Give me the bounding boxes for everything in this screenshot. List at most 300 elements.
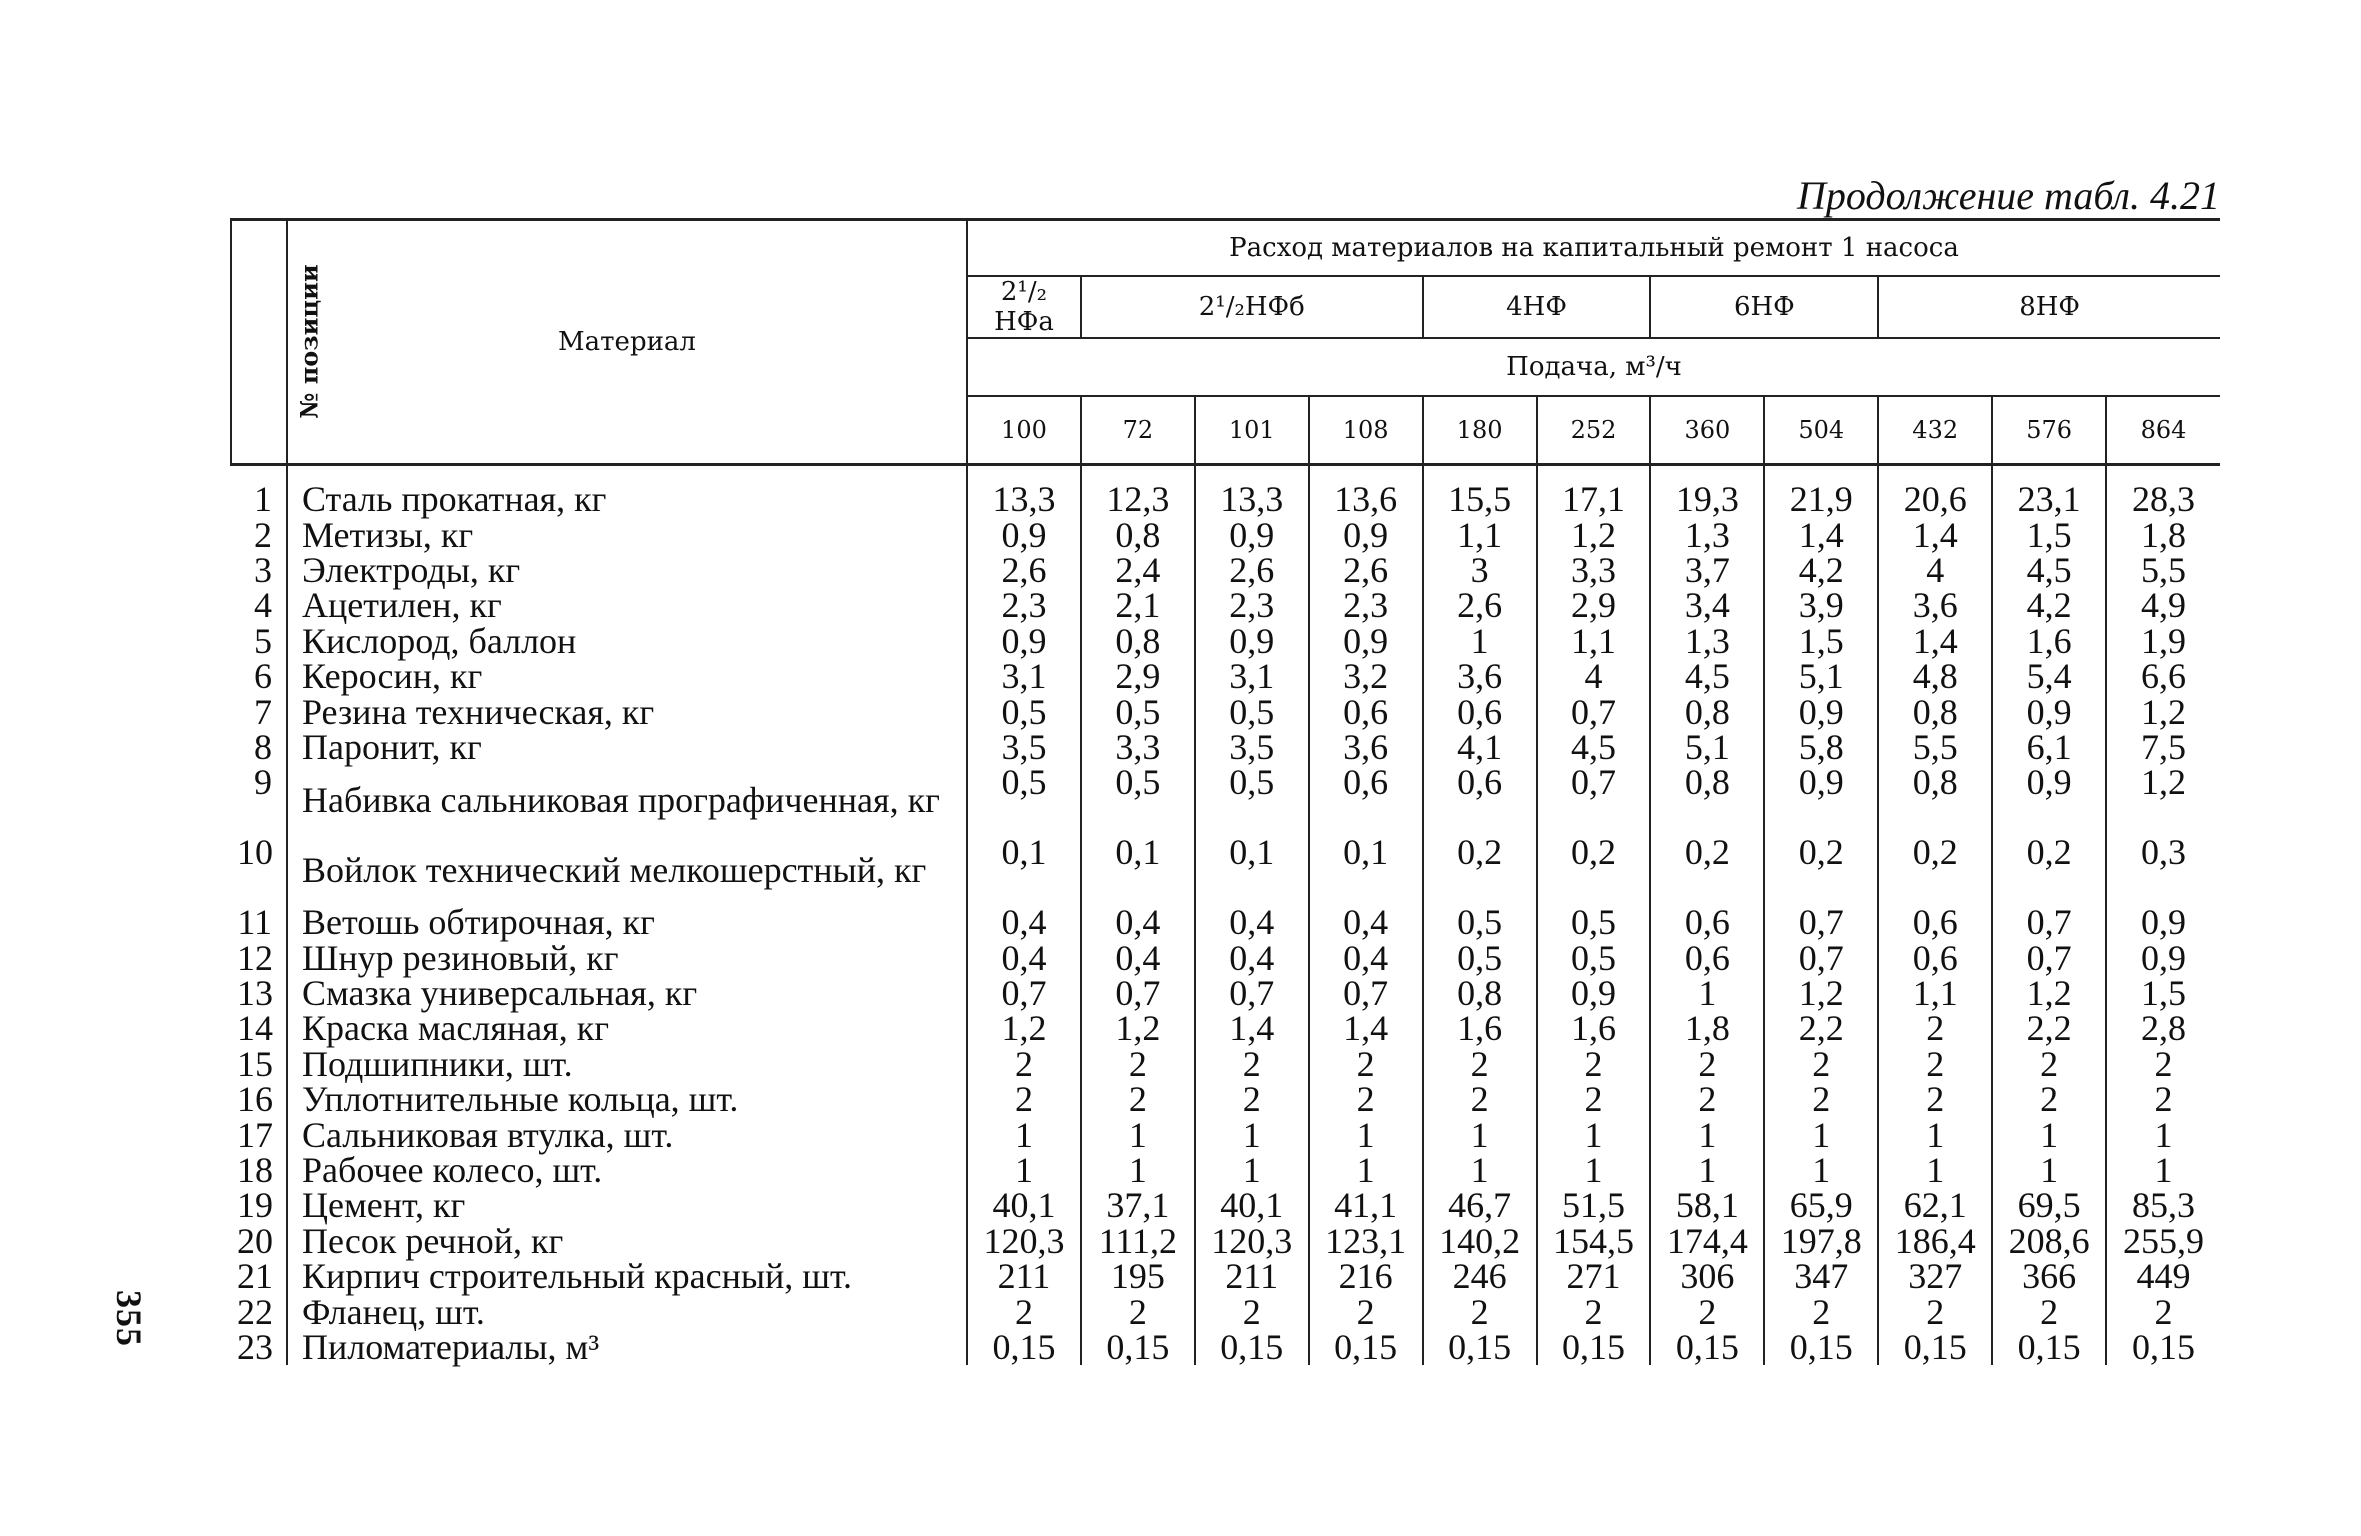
row-material <box>287 973 967 1014</box>
pump-model-header: 6НФ <box>1650 276 1878 338</box>
row-value: 4,5 <box>1992 553 2106 588</box>
row-value: 140,2 <box>1423 1224 1537 1259</box>
row-value: 3,3 <box>1537 553 1651 588</box>
row-position: 9 <box>231 765 287 835</box>
material-name: Войлок технический мелкошерстный, кг <box>302 849 927 890</box>
feed-value-header: 504 <box>1764 396 1878 465</box>
row-value: 1 <box>1081 1117 1195 1152</box>
row-value: 2 <box>1537 1294 1651 1329</box>
row-value: 0,9 <box>1992 765 2106 835</box>
row-value: 0,2 <box>1992 835 2106 905</box>
row-value: 1 <box>1650 1117 1764 1152</box>
row-value: 2,6 <box>967 553 1081 588</box>
row-value: 0,15 <box>1878 1330 1992 1365</box>
row-position: 1 <box>231 465 287 518</box>
table-body <box>231 465 2220 1366</box>
row-value: 0,7 <box>1537 694 1651 729</box>
row-value: 120,3 <box>967 1224 1081 1259</box>
row-value: 4,5 <box>1650 659 1764 694</box>
row-value: 1 <box>1195 1153 1309 1188</box>
row-value: 0,9 <box>1992 694 2106 729</box>
feed-value-header: 576 <box>1992 396 2106 465</box>
row-value: 0,9 <box>1537 976 1651 1011</box>
table-row <box>231 835 2220 905</box>
row-value: 174,4 <box>1650 1224 1764 1259</box>
table-row <box>231 517 2220 552</box>
row-value: 0,7 <box>1764 905 1878 940</box>
row-value: 2 <box>1764 1294 1878 1329</box>
row-value: 62,1 <box>1878 1188 1992 1223</box>
row-value: 0,2 <box>1423 835 1537 905</box>
row-position: 21 <box>231 1259 287 1294</box>
material-name: Цемент, кг <box>302 1185 466 1226</box>
row-value: 111,2 <box>1081 1224 1195 1259</box>
table-row <box>231 694 2220 729</box>
row-value: 0,8 <box>1423 976 1537 1011</box>
row-material <box>287 902 967 943</box>
row-value: 1,4 <box>1195 1011 1309 1046</box>
row-value: 0,7 <box>1537 765 1651 835</box>
row-value: 2 <box>1764 1082 1878 1117</box>
row-value: 5,1 <box>1764 659 1878 694</box>
row-value: 271 <box>1537 1259 1651 1294</box>
row-value: 20,6 <box>1878 465 1992 518</box>
table-row <box>231 1047 2220 1082</box>
row-value: 0,2 <box>1537 835 1651 905</box>
table-row <box>231 1117 2220 1152</box>
row-value: 1,2 <box>1081 1011 1195 1046</box>
row-value: 0,15 <box>1992 1330 2106 1365</box>
row-value: 0,5 <box>1537 905 1651 940</box>
material-name: Метизы, кг <box>302 514 474 555</box>
row-value: 46,7 <box>1423 1188 1537 1223</box>
feed-value-header: 72 <box>1081 396 1195 465</box>
row-material <box>287 465 967 518</box>
row-value: 2,2 <box>1992 1011 2106 1046</box>
row-value: 2,6 <box>1423 588 1537 623</box>
material-name: Кирпич строительный красный, шт. <box>302 1256 853 1297</box>
row-value: 37,1 <box>1081 1188 1195 1223</box>
row-position: 11 <box>231 905 287 940</box>
row-value: 2,1 <box>1081 588 1195 623</box>
row-value: 2 <box>1423 1294 1537 1329</box>
row-value: 123,1 <box>1309 1224 1423 1259</box>
row-value: 195 <box>1081 1259 1195 1294</box>
row-value: 3,3 <box>1081 730 1195 765</box>
row-value: 2 <box>1878 1082 1992 1117</box>
row-value: 0,4 <box>1309 905 1423 940</box>
row-value: 0,5 <box>1423 905 1537 940</box>
material-name: Ветошь обтирочная, кг <box>302 902 655 943</box>
material-name: Сталь прокатная, кг <box>302 479 607 520</box>
row-value: 1 <box>1878 1117 1992 1152</box>
material-name: Пиломатериалы, м³ <box>302 1327 600 1367</box>
table-row <box>231 659 2220 694</box>
row-value: 4,5 <box>1537 730 1651 765</box>
row-value: 21,9 <box>1764 465 1878 518</box>
row-value: 2 <box>1537 1082 1651 1117</box>
row-position: 8 <box>231 730 287 765</box>
feed-value-header: 252 <box>1537 396 1651 465</box>
row-value: 2 <box>1650 1294 1764 1329</box>
row-value: 1,1 <box>1423 517 1537 552</box>
row-value: 0,5 <box>1195 765 1309 835</box>
row-position: 3 <box>231 553 287 588</box>
row-position: 18 <box>231 1153 287 1188</box>
row-material <box>287 514 967 555</box>
material-name: Резина техническая, кг <box>302 691 655 732</box>
row-position: 2 <box>231 517 287 552</box>
material-name: Шнур резиновый, кг <box>302 937 619 978</box>
row-value: 4,9 <box>2141 585 2187 626</box>
row-position: 15 <box>231 1047 287 1082</box>
row-position: 17 <box>231 1117 287 1152</box>
row-value: 0,9 <box>1309 624 1423 659</box>
pump-model-header: 8НФ <box>1878 276 2220 338</box>
table-row <box>231 1188 2220 1223</box>
row-value: 65,9 <box>1764 1188 1878 1223</box>
row-material <box>287 585 967 626</box>
feed-value-header: 360 <box>1650 396 1764 465</box>
row-value: 2 <box>1992 1047 2106 1082</box>
row-value: 0,2 <box>1764 835 1878 905</box>
row-value: 1,8 <box>1650 1011 1764 1046</box>
row-value: 13,6 <box>1309 465 1423 518</box>
feed-value-header: 864 <box>2140 416 2187 444</box>
row-value: 1 <box>1992 1117 2106 1152</box>
row-value: 0,6 <box>1423 765 1537 835</box>
row-value: 3,5 <box>1195 730 1309 765</box>
row-value: 2 <box>1650 1047 1764 1082</box>
row-position: 12 <box>231 941 287 976</box>
row-value: 0,7 <box>1195 976 1309 1011</box>
row-material <box>287 765 967 835</box>
row-material <box>287 1150 967 1191</box>
feed-value-header: 108 <box>1309 396 1423 465</box>
row-value: 1,6 <box>1537 1011 1651 1046</box>
row-value: 0,7 <box>1309 976 1423 1011</box>
row-value: 0,4 <box>1081 941 1195 976</box>
row-value: 23,1 <box>1992 465 2106 518</box>
row-value: 0,6 <box>1423 694 1537 729</box>
row-value: 1,2 <box>1992 976 2106 1011</box>
row-value: 4 <box>1878 553 1992 588</box>
row-value: 211 <box>1195 1259 1309 1294</box>
row-value: 0,5 <box>1081 694 1195 729</box>
feed-value-header: 100 <box>967 396 1081 465</box>
table-row <box>231 976 2220 1011</box>
row-value: 1,2 <box>1537 517 1651 552</box>
row-value: 0,15 <box>1195 1330 1309 1365</box>
row-value: 1,4 <box>1764 517 1878 552</box>
row-value: 449 <box>2136 1256 2191 1297</box>
row-value: 0,5 <box>1081 765 1195 835</box>
row-value: 2 <box>1195 1294 1309 1329</box>
row-value: 85,3 <box>2132 1185 2196 1226</box>
feed-value-header: 180 <box>1423 396 1537 465</box>
row-value: 0,7 <box>1081 976 1195 1011</box>
row-value: 327 <box>1878 1259 1992 1294</box>
row-material <box>287 549 967 590</box>
row-value: 3,1 <box>967 659 1081 694</box>
row-value: 19,3 <box>1650 465 1764 518</box>
pump-model-header: 2¹/₂НФб <box>1081 276 1423 338</box>
row-value: 0,1 <box>1081 835 1195 905</box>
row-value: 255,9 <box>2123 1220 2205 1261</box>
row-value: 1,3 <box>1650 624 1764 659</box>
row-value: 0,4 <box>967 905 1081 940</box>
row-value: 1,3 <box>1650 517 1764 552</box>
row-value: 0,9 <box>1195 624 1309 659</box>
row-value: 1 <box>2154 1150 2173 1191</box>
row-value: 1 <box>1537 1117 1651 1152</box>
row-value: 0,4 <box>1195 905 1309 940</box>
material-name: Подшипники, шт. <box>302 1043 573 1084</box>
row-value: 0,6 <box>1878 941 1992 976</box>
consumption-title: Расход материалов на капитальный ремонт 1 насоса <box>967 220 2220 277</box>
row-value: 2 <box>1992 1082 2106 1117</box>
row-value: 0,5 <box>1423 941 1537 976</box>
row-value: 6,6 <box>2141 656 2187 697</box>
row-value: 0,8 <box>1650 694 1764 729</box>
row-value: 0,9 <box>2141 902 2187 943</box>
row-value: 3,4 <box>1650 588 1764 623</box>
row-value: 0,8 <box>1878 694 1992 729</box>
row-value: 2 <box>1423 1047 1537 1082</box>
row-value: 4,8 <box>1878 659 1992 694</box>
row-value: 1 <box>1195 1117 1309 1152</box>
row-position: 14 <box>231 1011 287 1046</box>
row-value: 211 <box>967 1259 1081 1294</box>
row-value: 2 <box>967 1294 1081 1329</box>
row-value: 0,5 <box>967 694 1081 729</box>
row-value: 0,9 <box>1764 765 1878 835</box>
row-value: 2 <box>2154 1291 2173 1332</box>
table-row <box>231 765 2220 835</box>
row-material <box>287 1256 967 1297</box>
row-value: 3,2 <box>1309 659 1423 694</box>
material-name: Кислород, баллон <box>302 620 577 661</box>
row-material <box>287 1291 967 1332</box>
row-value: 2 <box>967 1082 1081 1117</box>
row-value: 0,9 <box>1764 694 1878 729</box>
table-row <box>231 1153 2220 1188</box>
row-material <box>287 726 967 767</box>
pump-model-header: 2¹/₂ НФа <box>967 276 1081 338</box>
row-value: 1 <box>1992 1153 2106 1188</box>
row-value: 1 <box>2154 1114 2173 1155</box>
row-value: 5,5 <box>2141 549 2187 590</box>
row-value: 1,1 <box>1878 976 1992 1011</box>
row-value: 40,1 <box>967 1188 1081 1223</box>
row-value: 2,2 <box>1764 1011 1878 1046</box>
row-value: 40,1 <box>1195 1188 1309 1223</box>
row-value: 5,1 <box>1650 730 1764 765</box>
row-value: 3,5 <box>967 730 1081 765</box>
row-material <box>287 1327 967 1367</box>
row-value: 2 <box>1878 1047 1992 1082</box>
table-row <box>231 905 2220 940</box>
row-value: 5,5 <box>1878 730 1992 765</box>
row-value: 5,8 <box>1764 730 1878 765</box>
row-value: 2,6 <box>1195 553 1309 588</box>
row-position: 5 <box>231 624 287 659</box>
row-value: 2 <box>1309 1082 1423 1117</box>
row-value: 0,1 <box>1195 835 1309 905</box>
row-value: 0,9 <box>1309 517 1423 552</box>
row-value: 58,1 <box>1650 1188 1764 1223</box>
row-value: 2 <box>1309 1047 1423 1082</box>
row-value: 0,15 <box>1764 1330 1878 1365</box>
row-value: 0,15 <box>1537 1330 1651 1365</box>
material-name: Смазка универсальная, кг <box>302 973 698 1014</box>
row-value: 0,8 <box>1081 517 1195 552</box>
row-value: 0,8 <box>1878 765 1992 835</box>
row-value: 2 <box>1878 1011 1992 1046</box>
row-position: 22 <box>231 1294 287 1329</box>
row-value: 3,7 <box>1650 553 1764 588</box>
row-value: 2,8 <box>2141 1008 2187 1049</box>
row-value: 28,3 <box>2132 479 2196 520</box>
row-value: 6,1 <box>1992 730 2106 765</box>
row-value: 0,1 <box>967 835 1081 905</box>
row-value: 1,4 <box>1309 1011 1423 1046</box>
row-value: 2,4 <box>1081 553 1195 588</box>
row-value: 1,5 <box>1992 517 2106 552</box>
row-value: 1 <box>1650 1153 1764 1188</box>
row-value: 1,2 <box>2141 691 2187 732</box>
row-value: 17,1 <box>1537 465 1651 518</box>
table-row <box>231 1294 2220 1329</box>
row-value: 1,5 <box>1764 624 1878 659</box>
table-row <box>231 553 2220 588</box>
row-material <box>287 1043 967 1084</box>
row-value: 2,3 <box>1195 588 1309 623</box>
row-value: 51,5 <box>1537 1188 1651 1223</box>
table-header <box>231 220 2220 465</box>
row-value: 1 <box>1537 1153 1651 1188</box>
row-value: 1 <box>1423 1153 1537 1188</box>
row-value: 2 <box>1195 1047 1309 1082</box>
position-column-header: № позиции <box>231 220 287 465</box>
row-value: 120,3 <box>1195 1224 1309 1259</box>
row-value: 2 <box>1195 1082 1309 1117</box>
row-value: 1,4 <box>1878 517 1992 552</box>
row-value: 0,15 <box>1650 1330 1764 1365</box>
row-value: 2 <box>1878 1294 1992 1329</box>
material-name: Ацетилен, кг <box>302 585 502 626</box>
row-material <box>287 1008 967 1049</box>
row-value: 1 <box>1309 1117 1423 1152</box>
row-value: 154,5 <box>1537 1224 1651 1259</box>
row-value: 2,3 <box>967 588 1081 623</box>
row-material <box>287 656 967 697</box>
row-value: 1,6 <box>1992 624 2106 659</box>
row-value: 13,3 <box>967 465 1081 518</box>
row-value: 306 <box>1650 1259 1764 1294</box>
row-value: 186,4 <box>1878 1224 1992 1259</box>
row-value: 7,5 <box>2141 726 2187 767</box>
row-value: 12,3 <box>1081 465 1195 518</box>
table-row <box>231 1011 2220 1046</box>
row-value: 0,1 <box>1309 835 1423 905</box>
row-value: 0,7 <box>1992 941 2106 976</box>
row-value: 0,4 <box>1081 905 1195 940</box>
row-value: 1 <box>967 1153 1081 1188</box>
row-value: 13,3 <box>1195 465 1309 518</box>
row-value: 0,2 <box>1878 835 1992 905</box>
row-value: 1 <box>1878 1153 1992 1188</box>
table-row <box>231 624 2220 659</box>
row-position: 7 <box>231 694 287 729</box>
row-value: 41,1 <box>1309 1188 1423 1223</box>
row-value: 1,5 <box>2141 973 2187 1014</box>
row-value: 0,3 <box>2141 832 2187 873</box>
material-name: Краска масляная, кг <box>302 1008 609 1049</box>
row-value: 3,6 <box>1878 588 1992 623</box>
row-material <box>287 620 967 661</box>
pump-model-header: 4НФ <box>1423 276 1651 338</box>
row-position: 4 <box>231 588 287 623</box>
row-value: 2 <box>1537 1047 1651 1082</box>
material-name: Паронит, кг <box>302 726 482 767</box>
row-value: 5,4 <box>1992 659 2106 694</box>
row-value: 2 <box>1650 1082 1764 1117</box>
row-value: 0,15 <box>1309 1330 1423 1365</box>
row-value: 2 <box>967 1047 1081 1082</box>
row-value: 0,6 <box>1650 941 1764 976</box>
row-value: 0,5 <box>967 765 1081 835</box>
row-value: 1 <box>1309 1153 1423 1188</box>
row-value: 2,6 <box>1309 553 1423 588</box>
material-column-header: Материал <box>287 220 967 465</box>
row-value: 0,15 <box>967 1330 1081 1365</box>
row-value: 2 <box>2154 1043 2173 1084</box>
row-value: 3 <box>1423 553 1537 588</box>
row-value: 3,1 <box>1195 659 1309 694</box>
row-position: 10 <box>231 835 287 905</box>
row-position: 23 <box>231 1330 287 1365</box>
material-name: Сальниковая втулка, шт. <box>302 1114 674 1155</box>
row-value: 2 <box>1081 1082 1195 1117</box>
row-position: 6 <box>231 659 287 694</box>
row-value: 0,8 <box>1650 765 1764 835</box>
row-value: 0,15 <box>2132 1327 2196 1367</box>
row-value: 15,5 <box>1423 465 1537 518</box>
feed-value-header: 101 <box>1195 396 1309 465</box>
row-material <box>287 1185 967 1226</box>
row-value: 0,6 <box>1878 905 1992 940</box>
row-value: 197,8 <box>1764 1224 1878 1259</box>
row-position: 19 <box>231 1188 287 1223</box>
row-value: 2,9 <box>1537 588 1651 623</box>
row-value: 0,15 <box>1423 1330 1537 1365</box>
table-row <box>231 1082 2220 1117</box>
row-position: 13 <box>231 976 287 1011</box>
row-value: 1,9 <box>2141 620 2187 661</box>
row-value: 0,7 <box>1764 941 1878 976</box>
table-row <box>231 588 2220 623</box>
row-value: 0,6 <box>1309 765 1423 835</box>
row-value: 0,15 <box>1081 1330 1195 1365</box>
row-value: 347 <box>1764 1259 1878 1294</box>
row-value: 2 <box>2154 1079 2173 1120</box>
row-value: 4,1 <box>1423 730 1537 765</box>
row-value: 3,6 <box>1423 659 1537 694</box>
row-position: 16 <box>231 1082 287 1117</box>
table-caption: Продолжение табл. 4.21 <box>1796 173 2220 218</box>
row-material <box>287 691 967 732</box>
